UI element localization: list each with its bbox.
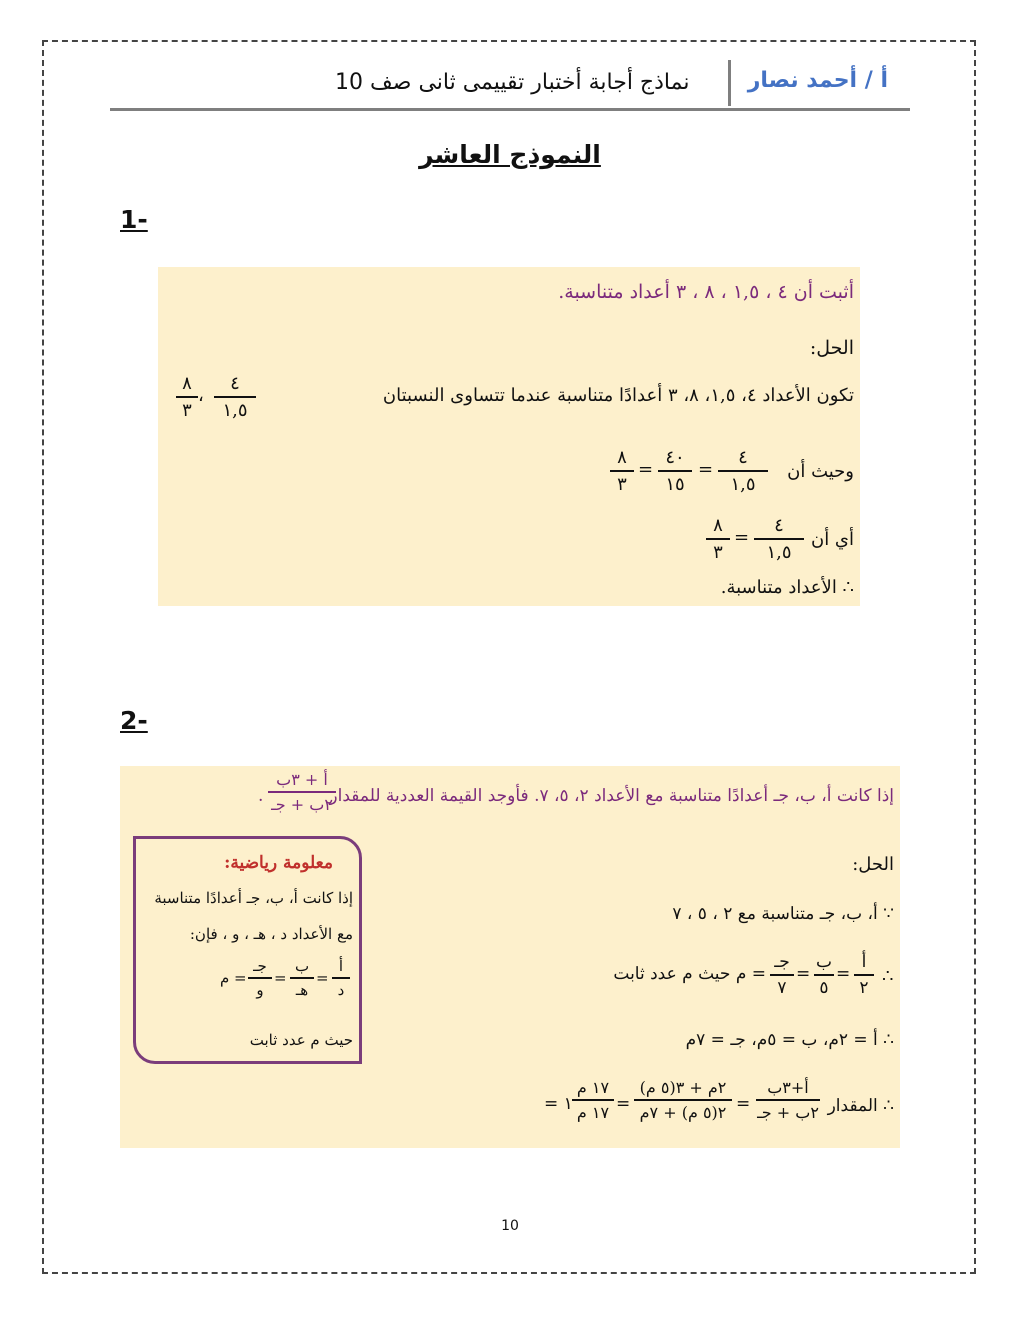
- q1-line3-prefix: أي أن: [810, 529, 854, 550]
- q1-statement: أثبت أن ٤ ، ١,٥ ، ٨ ، ٣ أعداد متناسبة.: [558, 281, 854, 303]
- info-eq1: =: [316, 969, 329, 987]
- math-info-box: [133, 836, 362, 1064]
- page-header: [110, 58, 910, 111]
- info-frac-c-w: جـ و: [248, 957, 272, 999]
- q2-step2-therefore: ∴: [882, 966, 894, 987]
- info-frac-a-d: أ د: [332, 957, 350, 999]
- q1-ratio1: ٤ ١,٥: [214, 373, 256, 421]
- model-title: النموذج العاشر: [419, 140, 601, 169]
- page-number: 10: [501, 1218, 519, 1234]
- info-line4: حيث م عدد ثابت: [249, 1031, 353, 1049]
- q1-frac-4-15-b: ٤ ١,٥: [754, 515, 804, 563]
- q2-statement: إذا كانت أ، ب، جـ أعدادًا متناسبة مع الأعداد ٢، ٥، ٧. فأوجد القيمة العددية للمقدار: [329, 786, 894, 806]
- question-2-number: 2-: [120, 706, 148, 735]
- q1-eq-3: =: [734, 527, 750, 548]
- q2-step2-tail: = م حيث م عدد ثابت: [613, 964, 766, 984]
- q2-expression-dot: .: [258, 786, 264, 806]
- q1-solution-label: الحل:: [809, 337, 854, 359]
- info-m: م: [220, 969, 230, 987]
- q2-step3: ∴ أ = ٢م، ب = ٥م، جـ = ٧م: [685, 1030, 894, 1050]
- question-1-box: [158, 267, 860, 606]
- q2-step4-result: = ١: [544, 1094, 573, 1114]
- info-title: معلومة رياضية:: [224, 853, 333, 873]
- q1-frac-4-15: ٤ ١,٥: [718, 447, 768, 495]
- info-line2: مع الأعداد د ، هـ ، و ، فإن:: [189, 925, 353, 943]
- q2-step1: ∵ أ، ب، جـ متناسبة مع ٢ ، ٥ ، ٧: [672, 904, 894, 924]
- q1-frac-40-15: ٤٠ ١٥: [658, 447, 692, 495]
- q2-step4-eq2: =: [616, 1094, 631, 1114]
- q1-frac-8-3: ٨ ٣: [610, 447, 634, 495]
- info-line1: إذا كانت أ، ب، جـ أعدادًا متناسبة: [154, 889, 353, 907]
- q1-line1: تكون الأعداد ٤، ١,٥، ٨، ٣ أعدادًا متناسبة عندما تتساوى النسبتان: [382, 385, 854, 406]
- info-eq2: =: [274, 969, 287, 987]
- q2-frac-a-2: أ ٢: [854, 952, 874, 998]
- q2-step4-frac3: ١٧ م ١٧ م: [572, 1078, 614, 1122]
- header-separator: [728, 60, 731, 106]
- q2-step4-frac1: أ+٣ب ٢ب + جـ: [757, 1078, 819, 1122]
- info-frac-b-h: ب هـ: [290, 957, 314, 999]
- q1-eq-1: =: [698, 459, 714, 480]
- q2-step4-eq1: =: [736, 1094, 751, 1114]
- q1-ratio2: ٨ ٣: [176, 373, 198, 421]
- q2-step2-eq1: =: [836, 964, 851, 984]
- q2-expression: أ + ٣ب ٢ب + جـ: [268, 770, 336, 814]
- q2-frac-c-7: جـ ٧: [770, 952, 794, 998]
- q2-step4-prefix: ∴ المقدار: [827, 1096, 894, 1116]
- q2-frac-b-5: ب ٥: [816, 952, 833, 998]
- q1-line2-prefix: وحيث أن: [787, 461, 854, 482]
- q2-solution-label: الحل:: [852, 854, 894, 875]
- q1-comma: ،: [198, 385, 204, 406]
- q1-frac-8-3-b: ٨ ٣: [706, 515, 730, 563]
- q2-step2-eq2: =: [796, 964, 811, 984]
- question-1-number: 1-: [120, 205, 148, 234]
- author-name: أ / أحمد نصار: [747, 68, 888, 93]
- q1-eq-2: =: [638, 459, 654, 480]
- header-title: نماذج أجابة أختبار تقييمى ثانى صف 10: [335, 70, 690, 95]
- info-eq3: =: [234, 969, 247, 987]
- q2-step4-frac2: ٢م + ٣(٥ م) ٢(٥ م) + ٧م: [634, 1078, 732, 1122]
- q1-conclusion: ∴ الأعداد متناسبة.: [720, 577, 854, 598]
